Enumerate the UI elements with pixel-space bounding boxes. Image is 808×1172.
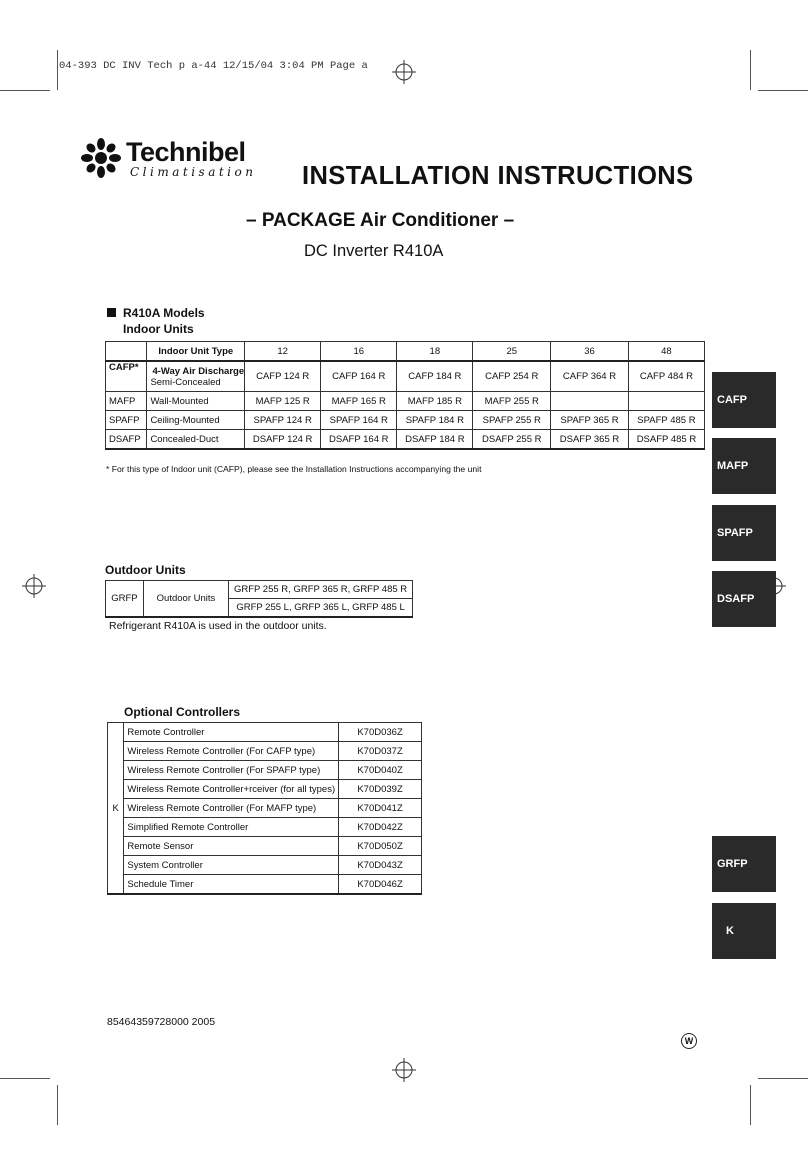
page-subtitle: – PACKAGE Air Conditioner – — [246, 210, 515, 231]
tab-cafp[interactable]: CAFP — [712, 372, 776, 428]
table-header-cell: 16 — [321, 342, 397, 362]
table-row — [108, 875, 422, 895]
table-cell: DSAFP — [106, 430, 147, 450]
table-row — [108, 780, 422, 799]
table-cell: K — [108, 723, 124, 895]
table-row — [106, 392, 705, 411]
table-cell: MAFP 185 R — [397, 392, 473, 411]
table-cell — [551, 392, 629, 411]
table-cell: K70D043Z — [339, 856, 422, 875]
printer-slug: 04-393 DC INV Tech p a-44 12/15/04 3:04 PM Page a — [59, 60, 368, 72]
table-header-cell: 18 — [397, 342, 473, 362]
table-cell: Wall-Mounted — [147, 392, 245, 411]
table-cell — [628, 392, 704, 411]
brand-name: Technibel — [126, 137, 246, 167]
unit-type-sublabel: Semi-Concealed — [150, 376, 221, 388]
table-cell: Wireless Remote Controller (For CAFP type) — [124, 742, 339, 761]
table-cell: K70D039Z — [339, 780, 422, 799]
table-cell: CAFP 124 R — [245, 361, 321, 392]
table-cell: CAFP 364 R — [551, 361, 629, 392]
table-cell: DSAFP 124 R — [245, 430, 321, 450]
outdoor-units-table — [105, 580, 413, 618]
table-row — [106, 411, 705, 430]
table-cell: MAFP 125 R — [245, 392, 321, 411]
table-cell — [147, 361, 245, 392]
table-cell: K70D042Z — [339, 818, 422, 837]
crop-mark — [57, 1085, 58, 1125]
brand-tagline: Climatisation — [130, 165, 257, 179]
outdoor-units-heading: Outdoor Units — [105, 563, 186, 577]
table-row — [108, 799, 422, 818]
crop-mark — [758, 1078, 808, 1079]
optional-controllers-table — [107, 722, 422, 895]
table-cell: K70D040Z — [339, 761, 422, 780]
table-cell: K70D041Z — [339, 799, 422, 818]
table-cell: K70D046Z — [339, 875, 422, 895]
table-cell: CAFP* — [106, 361, 147, 392]
table-row — [108, 818, 422, 837]
refrigerant-note: Refrigerant R410A is used in the outdoor units. — [109, 620, 327, 632]
tab-k[interactable]: K — [712, 903, 776, 959]
tab-mafp[interactable]: MAFP — [712, 438, 776, 494]
table-cell: SPAFP 184 R — [397, 411, 473, 430]
unit-type-label: 4-Way Air Discharge — [152, 365, 245, 377]
table-header-cell: 36 — [551, 342, 629, 362]
table-cell: Schedule Timer — [124, 875, 339, 895]
table-row — [106, 430, 705, 450]
table-cell: SPAFP 164 R — [321, 411, 397, 430]
table-cell: GRFP 255 R, GRFP 365 R, GRFP 485 R — [229, 581, 413, 599]
table-row — [108, 742, 422, 761]
models-heading: R410A Models — [107, 306, 205, 320]
table-cell: GRFP 255 L, GRFP 365 L, GRFP 485 L — [229, 599, 413, 618]
table-header-cell: Indoor Unit Type — [147, 342, 245, 362]
table-cell: CAFP 184 R — [397, 361, 473, 392]
table-cell: SPAFP — [106, 411, 147, 430]
table-cell: CAFP 484 R — [628, 361, 704, 392]
table-cell: SPAFP 255 R — [473, 411, 551, 430]
optional-controllers-heading: Optional Controllers — [124, 705, 241, 719]
crop-mark — [0, 1078, 50, 1079]
table-cell: Remote Sensor — [124, 837, 339, 856]
table-row — [106, 361, 705, 392]
table-cell: Outdoor Units — [143, 581, 228, 618]
table-cell: K70D037Z — [339, 742, 422, 761]
table-cell: SPAFP 365 R — [551, 411, 629, 430]
table-header-cell: 12 — [245, 342, 321, 362]
table-row — [108, 723, 422, 742]
table-cell: Remote Controller — [124, 723, 339, 742]
table-cell: DSAFP 164 R — [321, 430, 397, 450]
table-cell: Simplified Remote Controller — [124, 818, 339, 837]
table-row — [108, 837, 422, 856]
table-cell: MAFP 255 R — [473, 392, 551, 411]
table-cell: Ceiling-Mounted — [147, 411, 245, 430]
table-cell: K70D050Z — [339, 837, 422, 856]
table-cell: DSAFP 184 R — [397, 430, 473, 450]
brand-logo-icon — [80, 138, 122, 178]
table-cell: DSAFP 485 R — [628, 430, 704, 450]
table-row — [106, 581, 413, 599]
indoor-units-table — [105, 341, 705, 450]
registration-mark-icon — [392, 1058, 416, 1082]
square-bullet-icon — [107, 308, 116, 317]
table-cell: DSAFP 365 R — [551, 430, 629, 450]
registration-mark-icon — [392, 60, 416, 84]
table-cell — [106, 342, 147, 362]
table-row — [108, 761, 422, 780]
crop-mark — [750, 1085, 751, 1125]
table-cell: CAFP 254 R — [473, 361, 551, 392]
indoor-units-heading: Indoor Units — [123, 322, 194, 336]
table-header-cell: 48 — [628, 342, 704, 362]
table-cell: MAFP 165 R — [321, 392, 397, 411]
document-number: 85464359728000 2005 — [107, 1016, 216, 1028]
crop-mark — [750, 50, 751, 90]
crop-mark — [0, 90, 50, 91]
crop-mark — [758, 90, 808, 91]
table-cell: SPAFP 124 R — [245, 411, 321, 430]
page-subtitle-secondary: DC Inverter R410A — [304, 242, 444, 260]
tab-dsafp[interactable]: DSAFP — [712, 571, 776, 627]
table-cell: MAFP — [106, 392, 147, 411]
tab-grfp[interactable]: GRFP — [712, 836, 776, 892]
table-cell: K70D036Z — [339, 723, 422, 742]
table-cell: Wireless Remote Controller (For SPAFP type) — [124, 761, 339, 780]
table-cell: Concealed-Duct — [147, 430, 245, 450]
cafp-footnote: * For this type of Indoor unit (CAFP), please see the Installation Instructions accompanying the unit — [106, 464, 482, 474]
w-mark-icon: W — [681, 1033, 697, 1049]
registration-mark-icon — [22, 574, 46, 598]
table-cell: Wireless Remote Controller (For MAFP type) — [124, 799, 339, 818]
table-cell: GRFP — [106, 581, 144, 618]
page-title: INSTALLATION INSTRUCTIONS — [302, 162, 694, 190]
table-row — [108, 856, 422, 875]
crop-mark — [57, 50, 58, 90]
table-header-row — [106, 342, 705, 362]
table-cell: SPAFP 485 R — [628, 411, 704, 430]
tab-spafp[interactable]: SPAFP — [712, 505, 776, 561]
table-cell: Wireless Remote Controller+rceiver (for all types) — [124, 780, 339, 799]
table-header-cell: 25 — [473, 342, 551, 362]
table-cell: CAFP 164 R — [321, 361, 397, 392]
table-cell: DSAFP 255 R — [473, 430, 551, 450]
table-cell: System Controller — [124, 856, 339, 875]
